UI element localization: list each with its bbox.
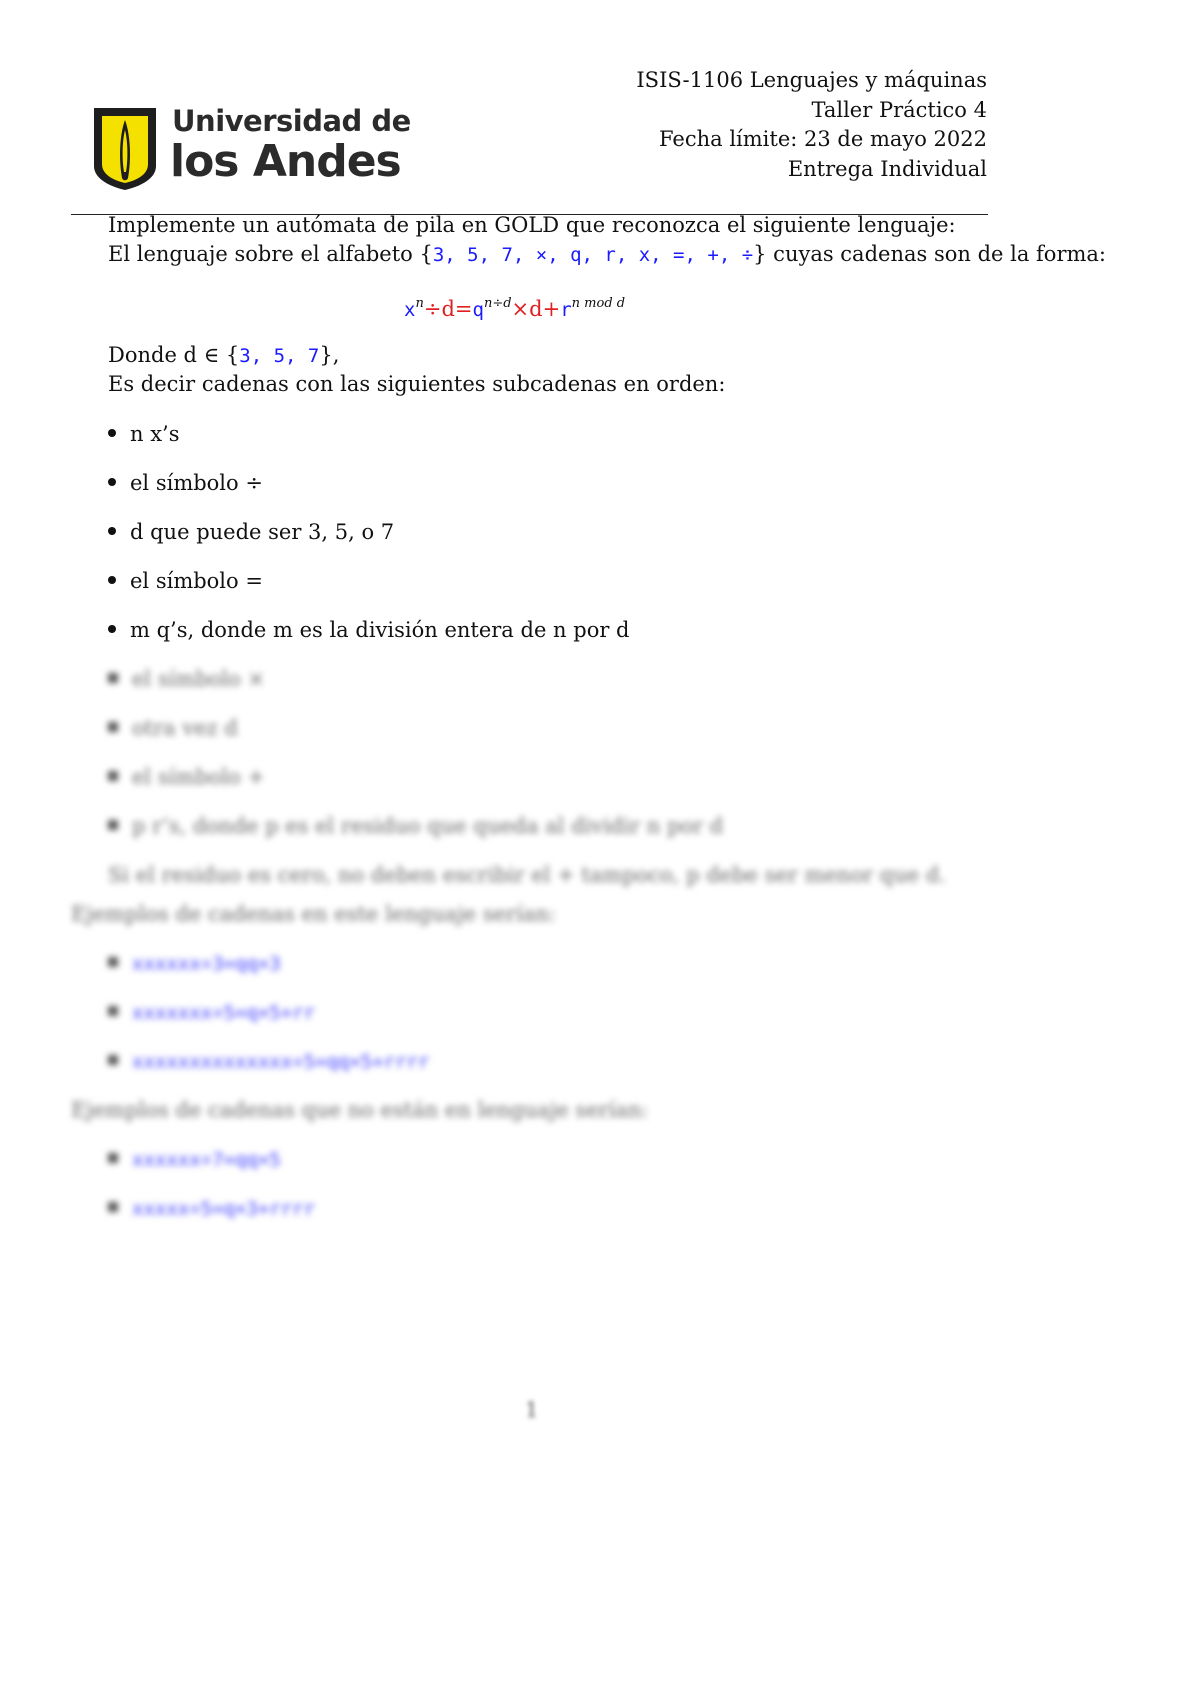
list-item-text: m q’s, donde m es la división entera de n por d [130, 618, 630, 642]
bullet-icon [108, 625, 116, 633]
university-logo [92, 104, 411, 196]
formula-eq: = [454, 297, 473, 321]
alphabet-line [108, 242, 1106, 266]
formula-r: r [560, 299, 572, 321]
delivery-mode: Entrega Individual [787, 156, 987, 181]
bullet-icon [108, 1153, 118, 1163]
formula-q: q [472, 299, 484, 321]
list-item-text: p r’s, donde p es el residuo que queda al dividir n por d [132, 814, 724, 838]
list-item [108, 1147, 281, 1171]
alphabet-symbols: 3, 5, 7, ×, q, r, x, =, +, ÷ [432, 244, 754, 266]
list-item [108, 951, 281, 975]
list-item-text: n x’s [130, 422, 180, 446]
bullet-icon [108, 527, 116, 535]
example-string: xxxxxx÷7=qq×5 [132, 1149, 281, 1171]
formula-d: d [441, 297, 455, 321]
formula-r-exponent: n mod d [571, 296, 626, 311]
list-item [108, 1049, 429, 1073]
shield-icon [92, 106, 158, 192]
formula-q-exponent: n÷d [483, 296, 512, 311]
intro-text: Implemente un autómata de pila en GOLD que reconozca el siguiente lenguaje: [108, 213, 956, 237]
formula-x: x [404, 299, 416, 321]
bullet-icon [108, 576, 116, 584]
formula-plus: + [542, 297, 561, 321]
list-item-text: el símbolo = [130, 569, 263, 593]
language-formula [404, 296, 625, 321]
bullet-icon [108, 429, 116, 437]
example-string: xxxxx÷5=q×3+rrrr [132, 1198, 316, 1220]
bullet-icon [108, 1006, 118, 1016]
list-item [108, 1196, 315, 1220]
note-text: Si el residuo es cero, no deben escribir el + tampoco, p debe ser menor que d. [108, 863, 946, 887]
assignment-title: Taller Práctico 4 [811, 97, 987, 122]
list-item-text: el símbolo ÷ [130, 471, 263, 495]
list-item [108, 765, 265, 789]
bullet-icon [108, 1055, 118, 1065]
logo-line-1: Universidad de [172, 104, 411, 138]
bullet-icon [108, 722, 118, 732]
list-item-text: el símbolo + [132, 765, 265, 789]
formula-d2: d [529, 297, 543, 321]
bullet-icon [108, 957, 118, 967]
list-item [108, 520, 394, 544]
list-item-text: el símbolo × [132, 667, 265, 691]
list-item [108, 814, 723, 838]
donde-prefix: Donde d ∈ { [108, 343, 240, 367]
header-info [636, 66, 987, 184]
donde-line [108, 343, 339, 367]
alphabet-prefix: El lenguaje sobre el alfabeto { [108, 242, 433, 266]
bullet-icon [108, 1202, 118, 1212]
example-string: xxxxxxx÷5=q×5+rr [132, 1002, 316, 1024]
donde-set: 3, 5, 7 [239, 345, 320, 367]
formula-times: × [511, 297, 530, 321]
alphabet-suffix: } cuyas cadenas son de la forma: [753, 242, 1106, 266]
bullet-icon [108, 771, 118, 781]
list-item [108, 422, 180, 446]
valid-heading: Ejemplos de cadenas en este lenguaje serían: [71, 902, 556, 926]
list-item [108, 667, 265, 691]
deadline: Fecha límite: 23 de mayo 2022 [658, 127, 987, 151]
bullet-icon [108, 820, 118, 830]
donde-suffix: }, [319, 343, 340, 367]
list-item [108, 1000, 315, 1024]
invalid-heading: Ejemplos de cadenas que no están en lenguaje serían: [71, 1098, 649, 1122]
list-item-text: d que puede ser 3, 5, o 7 [130, 520, 395, 544]
formula-x-exponent: n [415, 296, 424, 311]
list-item [108, 716, 238, 740]
example-string: xxxxxx÷3=qq×3 [132, 953, 281, 975]
bullet-icon [108, 478, 116, 486]
list-item [108, 569, 263, 593]
logo-line-2: los Andes [170, 136, 401, 187]
bullet-icon [108, 673, 118, 683]
es-decir-text: Es decir cadenas con las siguientes subcadenas en orden: [108, 372, 726, 396]
list-item [108, 618, 630, 642]
list-item-text: otra vez d [132, 716, 238, 740]
formula-div: ÷ [423, 297, 442, 321]
example-string: xxxxxxxxxxxxxx÷5=qq×5+rrrr [132, 1051, 430, 1073]
course-title: ISIS-1106 Lenguajes y máquinas [636, 68, 987, 92]
list-item [108, 471, 263, 495]
page-number: 1 [525, 1398, 539, 1422]
